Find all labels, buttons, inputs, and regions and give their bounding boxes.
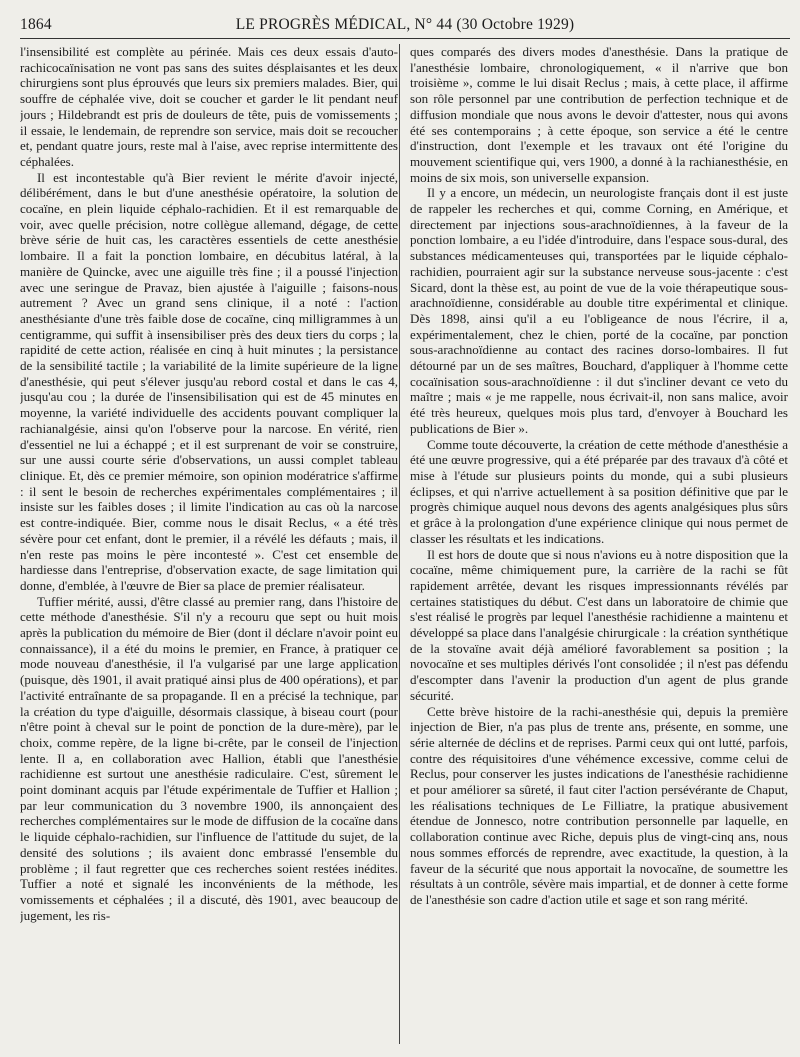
- paragraph: Tuffier mérité, aussi, d'être classé au premier rang, dans l'histoire de cette méthode d'anesthésie. S'il n'y a recouru que sept ou huit mois après la publication du mémoire de Bier (dont il déclare n'avoir point eu connaissance), il a été du moins le premier, en France, à pratiquer ce mode nouveau d'anesthésie, il l'a vulgarisé par une large application (puisque, dès 1901, il avait pratiqué ainsi plus de 400 opérations), et par l'activité entraînante de sa propagande. Il en a précisé la technique, par la création du type d'aiguille, désormais classique, à biseau court (pour n'être point à cheval sur le point de ponction de la dure-mère), par le choix, comme repère, de la ligne bi-crête, par le conseil de l'injection lente. Il a, en collaboration avec Hallion, établi que l'anesthésie rachidienne est surtout une anesthésie radiculaire. C'est, sûrement le point dominant acquis par l'étude expérimentale de Tuffier et Hallion ; par leur communication du 3 novembre 1900, ils annonçaient des recherches complémentaires sur le mode de diffusion de la cocaïne dans le liquide céphalo-rachidien, sur l'influence de l'attitude du sujet, de la densité des solutions ; ils avaient donc embrassé l'ensemble du problème ; il faut regretter que ces recherches soient restées inédites. Tuffier a noté et signalé les inconvénients de la méthode, les vomissements et céphalées ; il a discuté, dès 1901, avec beaucoup de jugement, les ris-: [20, 593, 398, 923]
- paragraph: Il est hors de doute que si nous n'avions eu à notre disposition que la cocaïne, même chimiquement pure, la carrière de la rachi se fût rapidement arrêtée, devant les risques impressionnants révélés par certaines statistiques du début. C'est dans un laboratoire de chimie que s'est réalisé le progrès par lequel l'anesthésie rachidienne a maintenu et développé sa place dans l'analgésie chirurgicale : la création synthétique de la stovaïne avait déjà amélioré favorablement sa position ; la novocaïne et ses multiples dérivés l'ont consolidée ; il n'est pas défendu d'escompter dans l'avenir la production d'un agent de plus grande sécurité.: [410, 546, 788, 703]
- paragraph: Il y a encore, un médecin, un neurologiste français dont il est juste de rappeler les recherches et qui, comme Corning, en Amérique, et directement par injections sous-arachnoïdiennes, à la faveur de la ponction lombaire, a eu l'idée d'introduire, dans l'espace sous-dural, des substances médicamenteuses qui, transportées par le liquide céphalo-rachidien, pourraient agir sur la substance nerveuse sous-jacente : c'est Sicard, dont la thèse est, au point de vue de la voie thérapeutique sous-arachnoïdienne, considérable au double titre expérimental et clinique. Dès 1898, ainsi qu'il a eu l'obligeance de nous l'écrire, il a, expérimentalement, chez le chien, porté de la cocaïne, par ponction sous-arachnoïdienne au contact des racines dorso-lombaires. Il fut détourné par un de ses maîtres, Bouchard, d'appliquer à l'homme cette cocaïnisation sous-arachnoïdienne : il dut s'incliner devant ce veto du maître ; mais « je me rappelle, nous écrivait-il, non sans malice, avoir été très heureux, quelques mois plus tard, d'envoyer à Bouchard les publications de Bier ».: [410, 185, 788, 436]
- journal-title: LE PROGRÈS MÉDICAL, N° 44 (30 Octobre 1929): [235, 16, 575, 33]
- paragraph: Il est incontestable qu'à Bier revient le mérite d'avoir injecté, délibérément, dans le but d'une anesthésie opératoire, la solution de cocaïne, en plein liquide céphalo-rachidien. Et il est remarquable de voir, avec quelle précision, notre collègue allemand, dégage, de cette brève série de huit cas, les caractères essentiels de cette anesthésie lombaire. Il a fait la ponction lombaire, en décubitus latéral, à la manière de Quincke, avec une aiguille très fine ; il a poussé l'injection avec une seringue de Pravaz, bien ajustée à l'aiguille ; faisons-nous autrement ? Avec un grand sens clinique, il a noté : l'action anesthésiante d'une très faible dose de cocaïne, cinq milligrammes à un centigramme, qui suffit à insensibiliser près des deux tiers du corps ; la rapidité de cette action, réalisée en cinq à huit minutes ; la persistance de la sensibilité tactile ; la variabilité de la limite supérieure de la ligne d'anesthésie, qui peut s'élever jusqu'au rebord costal et dans le cas 4, jusqu'au cou ; la durée de l'insensibilisation qui est de 45 minutes en moyenne, la variété individuelle des accidents pouvant compliquer la rachianalgésie, ainsi qu'on l'observe pour la narcose. En vérité, rien d'essentiel ne lui a échappé ; et il est surprenant de voir se construire, sur une aussi courte série d'observations, un aussi complet tableau clinique. Et, dès ce premier mémoire, son opinion modératrice s'affirme : il sent le besoin de recherches expérimentales complémentaires ; il insiste sur les faibles doses ; il limite l'indication au cas où la narcose est contre-indiquée. Bier, comme nous le disait Reclus, « a été très sévère pour cet enfant, dont le premier, il a révélé les défauts ; mais, il n'en reste pas moins le père incontesté ». C'est cet ensemble de hardiesse dans l'entreprise, d'observation exacte, de sage limitation qui donne, d'emblée, à l'œuvre de Bier sa place de premier réalisateur.: [20, 169, 398, 593]
- right-column: [410, 44, 788, 1044]
- header-rule: [20, 38, 790, 39]
- running-header: [20, 14, 790, 38]
- page-number: 1864: [20, 16, 52, 33]
- paragraph: Cette brève histoire de la rachi-anesthésie qui, depuis la première injection de Bier, n'a pas plus de trente ans, présente, en somme, une série alternée de déclins et de reprises. Parmi ceux qui ont lutté, parfois, contre des réquisitoires d'une véhémence excessive, comme celui de Reclus, pour conserver les justes indications de l'anesthésie rachidienne et pour améliorer sa sûreté, il faut citer l'action persévérante de Chaput, les réalisations techniques de Le Filliatre, la pratique abusivement étendue de Jonnesco, notre contribution personnelle par laquelle, en collaboration continue avec Riche, depuis plus de vingt-cinq ans, nous nous sommes efforcés de reprendre, avec exactitude, la question, à la faveur de la sécurité que nous apportait la novocaïne, de soumettre les résultats à un contrôle, sévère mais impartial, et de donner à cette forme de l'anesthésie son cadre d'action utile et sage et son rang mérité.: [410, 703, 788, 907]
- paragraph: ques comparés des divers modes d'anesthésie. Dans la pratique de l'anesthésie lombaire, chronologiquement, « il n'arrive que bon troisième », comme le lui disait Reclus ; mais, à cette place, il affirme son rôle personnel par une contribution de perfection technique et de diffusion mondiale que nous avons le devoir d'attester, nous qui avons été ses contemporains ; à cette époque, son service a été le centre d'instruction, dont l'exemple et les travaux ont été l'origine du mouvement scientifique qui, vers 1900, a donné à la rachianesthésie, en moins de six mois, son universelle expansion.: [410, 44, 788, 185]
- column-divider: [399, 44, 400, 1044]
- left-column: [20, 44, 398, 1044]
- paragraph: l'insensibilité est complète au périnée. Mais ces deux essais d'auto-rachicocaïnisation ne vont pas sans des suites désplaisantes et les deux chirurgiens sont plus éprouvés que leurs six premiers malades. Bier, qui souffre de céphalée vive, doit se coucher et garder le lit pendant neuf jours ; Hildebrandt est pris de douleurs de tête, puis de vomissements ; il essaie, le lendemain, de reprendre son service, mais doit se recoucher et, pendant quatre jours, reste mal à l'aise, avec reprise intermittente des céphalées.: [20, 44, 398, 169]
- paragraph: Comme toute découverte, la création de cette méthode d'anesthésie a été une œuvre progressive, qui a été préparée par des travaux d'à côté et mise à l'étude sur plusieurs points du monde, qui a subi plusieurs éclipses, et qui n'arrive actuellement à sa position définitive que par le progrès chimique auquel nous devons des agents analgésiques plus sûrs et grâce à la prolongation d'une expérience clinique qui nous permet de classer les résultats et les indications.: [410, 436, 788, 546]
